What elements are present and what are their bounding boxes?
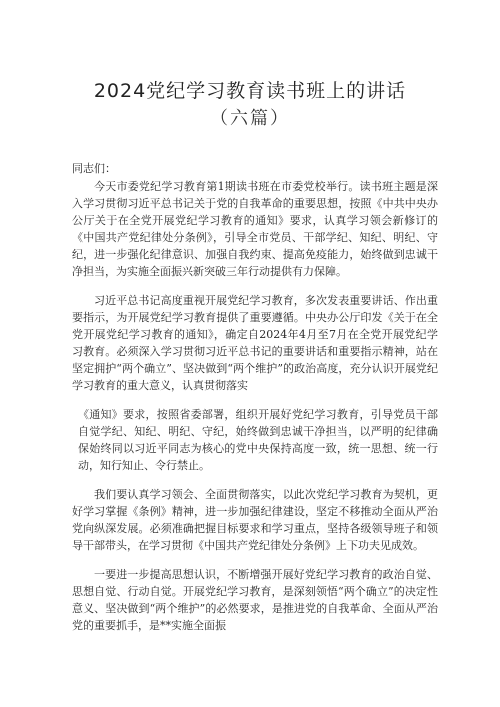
greeting: 同志们： [72,162,116,175]
paragraph-3: 《通知》要求，按照省委部署，组织开展好党纪学习教育，引导党员干部自觉学纪、知纪、明纪、守纪，始终做到忠诚干净担当，以严明的纪律确保始终同以习近平同志为核心的党中央保持高度一致，统一思想、统一行动，知行知止、令行禁止。 [78,408,438,472]
document-body [72,160,438,646]
paragraph-4: 我们要认真学习领会、全面贯彻落实，以此次党纪学习教育为契机，更好学习掌握《条例》精神，进一步加强纪律建设，坚定不移推动全面从严治党向纵深发展。必须准确把握目标要求和学习重点，坚持各级领导班子和领导干部带头，在学习贯彻《中国共产党纪律处分条例》上下功夫见成效。 [72,488,438,552]
document-subtitle: （六篇） [210,108,290,129]
paragraph-1: 今天市委党纪学习教育第1期读书班在市委党校举行。读书班主题是深入学习贯彻习近平总书记关于党的自我革命的重要思想，按照《中共中央办公厅关于在全党开展党纪学习教育的通知》要求，认真学习领会新修订的《中国共产党纪律处分条例》，引导全市党员、干部学纪、知纪、明纪、守纪，进一步强化纪律意识、加强自我约束、提高免疫能力，始终做到忠诚干净担当，为实施全面振兴新突破三年行动提供有力保障。 [72,180,438,278]
document-title: 2024党纪学习教育读书班上的讲话 [93,80,407,102]
paragraph-2: 习近平总书记高度重视开展党纪学习教育，多次发表重要讲话、作出重要指示，为开展党纪学习教育提供了重要遵循。中央办公厅印发《关于在全党开展党纪学习教育的通知》，确定自2024年4月至7月在全党开展党纪学习教育。必须深入学习贯彻习近平总书记的重要讲话和重要指示精神，站在坚定拥护“两个确立”、坚决做到“两个维护”的政治高度，充分认识开展党纪学习教育的重大意义，认真贯彻落实 [72,294,438,392]
paragraph-5: 一要进一步提高思想认识，不断增强开展好党纪学习教育的政治自觉、思想自觉、行动自觉。开展党纪学习教育，是深刻领悟“两个确立”的决定性意义、坚决做到“两个维护”的必然要求，是推进党的自我革命、全面从严治党的重要抓手，是**实施全面振 [72,568,438,632]
